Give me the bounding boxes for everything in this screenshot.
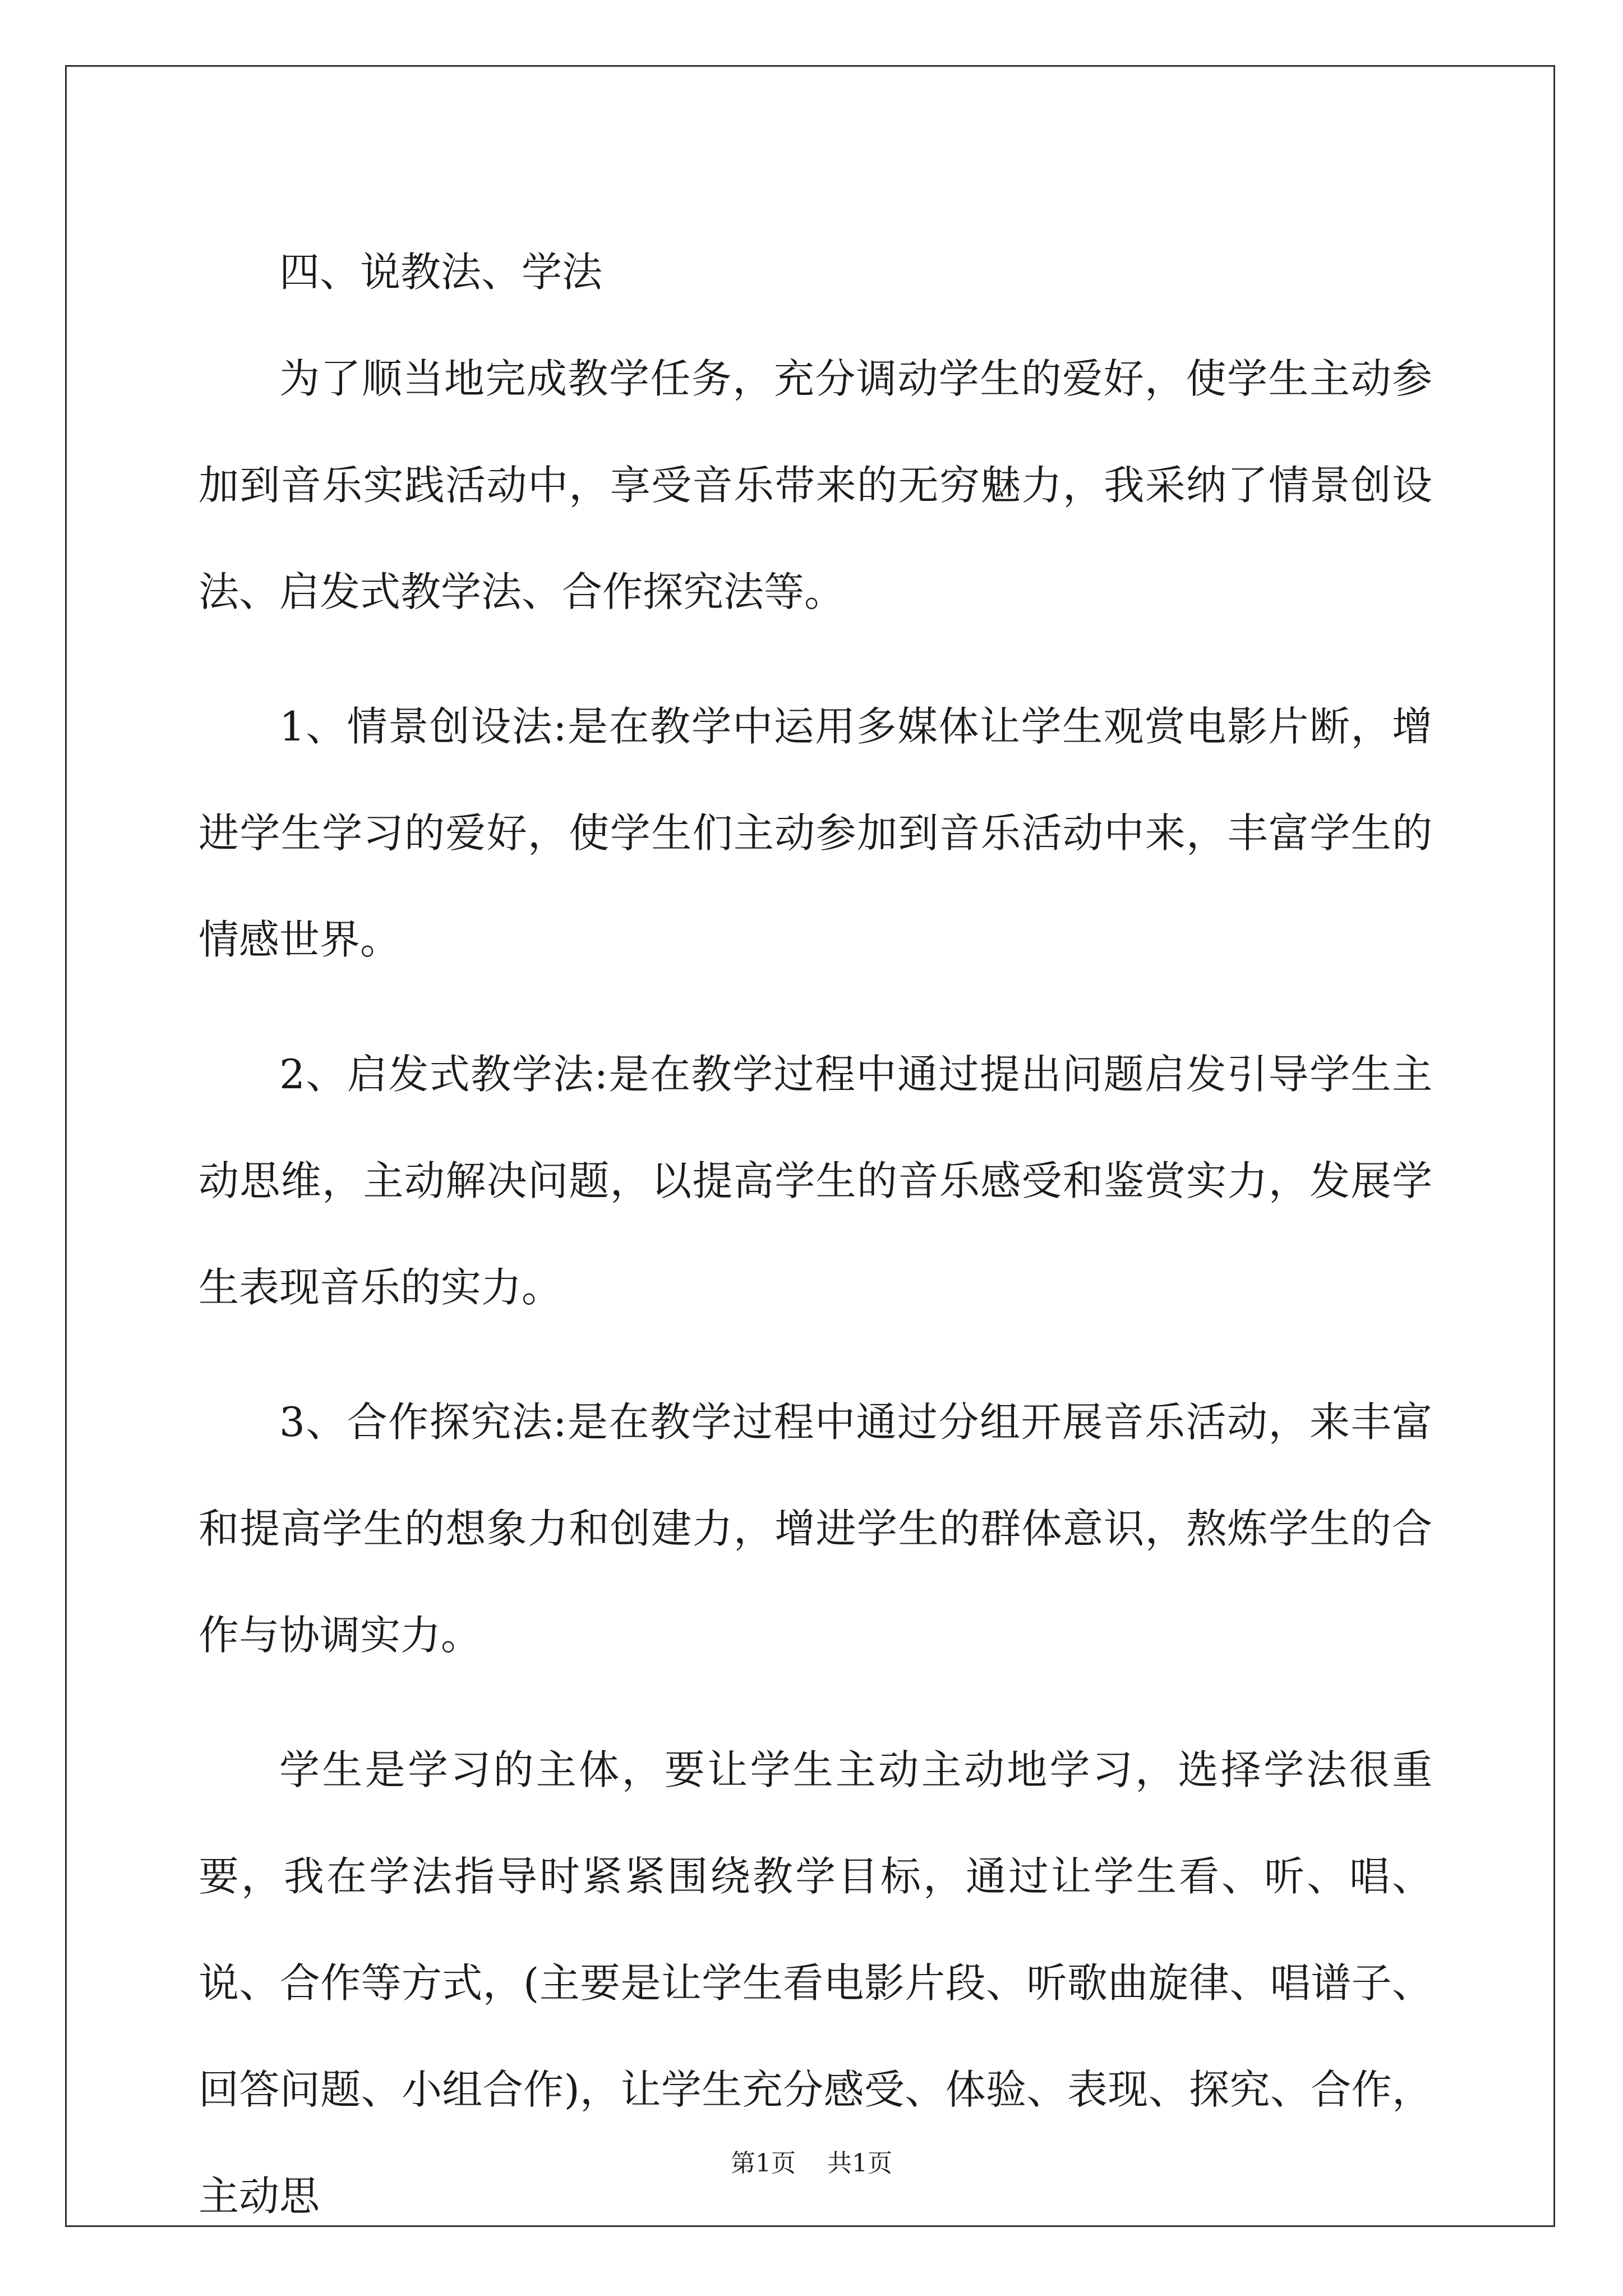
paragraph-method-3: 3、合作探究法:是在教学过程中通过分组开展音乐活动，来丰富和提高学生的想象力和创建力，增进学生的群体意识，熬炼学生的合作与协调实力。 [199, 1398, 1432, 1659]
paragraph-intro: 为了顺当地完成教学任务，充分调动学生的爱好，使学生主动参加到音乐实践活动中，享受音乐带来的无穷魅力，我采纳了情景创设法、启发式教学法、合作探究法等。 [199, 355, 1432, 615]
page-footer [0, 2143, 1623, 2179]
section-heading: 四、说教法、学法 [279, 249, 603, 296]
paragraph-method-2: 2、启发式教学法:是在教学过程中通过提出问题启发引导学生主动思维，主动解决问题，以提高学生的音乐感受和鉴赏实力，发展学生表现音乐的实力。 [199, 1051, 1432, 1311]
paragraph-method-1: 1、情景创设法:是在教学中运用多媒体让学生观赏电影片断，增进学生学习的爱好，使学生们主动参加到音乐活动中来，丰富学生的情感世界。 [199, 703, 1432, 963]
document-body [199, 219, 1432, 2277]
page-number: 第1页 [731, 2149, 796, 2178]
paragraph-study-method: 学生是学习的主体，要让学生主动主动地学习，选择学法很重要，我在学法指导时紧紧围绕教学目标，通过让学生看、听、唱、说、合作等方式，(主要是让学生看电影片段、听歌曲旋律、唱谱子、回答问题、小组合作)，让学生充分感受、体验、表现、探究、合作，主动思 [199, 1746, 1432, 2220]
page-total: 共1页 [827, 2149, 892, 2178]
